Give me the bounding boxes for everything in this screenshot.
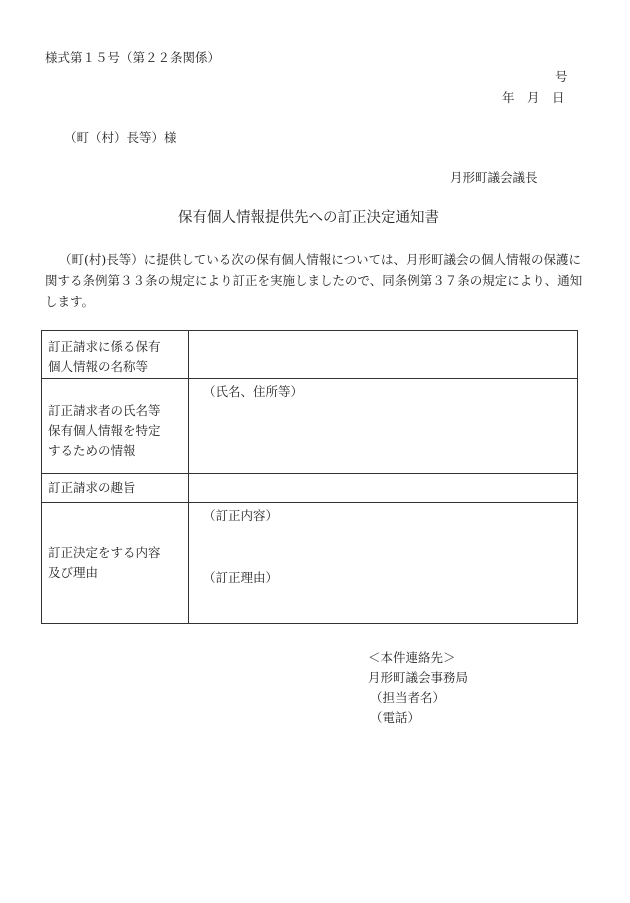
- requester-note: （氏名、住所等）: [203, 384, 304, 399]
- addressee: （町（村）長等）様: [64, 130, 177, 145]
- label-line: 訂正請求に係る保有: [48, 339, 161, 354]
- decision-reason-note: （訂正理由）: [203, 570, 279, 585]
- label-line: 訂正請求者の氏名等: [48, 403, 161, 418]
- label-line: 及び理由: [48, 565, 99, 580]
- table-row: [42, 331, 578, 379]
- decision-content-note: （訂正内容）: [203, 508, 279, 523]
- table-row: [42, 379, 578, 474]
- label-line: 保有個人情報を特定: [48, 423, 161, 438]
- contact-block: [368, 648, 468, 728]
- document-number-label: 号: [555, 69, 568, 84]
- row-label-requester: [42, 379, 189, 474]
- contact-person: （担当者名）: [370, 690, 446, 705]
- sender: 月形町議会議長: [450, 170, 538, 185]
- value-record-name: [189, 331, 578, 379]
- contact-header: ＜本件連絡先＞: [368, 650, 456, 665]
- contact-phone: （電話）: [370, 710, 421, 725]
- label-line: 個人情報の名称等: [48, 359, 149, 374]
- information-table: [41, 330, 578, 624]
- table-row: [42, 503, 578, 624]
- value-purpose: [189, 474, 578, 503]
- contact-office: 月形町議会事務局: [368, 670, 469, 685]
- body-text: （町(村)長等）に提供している次の保有個人情報については、月形町議会の個人情報の保護に関する条例第３３条の規定により訂正を実施しましたので、同条例第３７条の規定により、通知します。: [45, 252, 583, 309]
- form-number: 様式第１５号（第２２条関係）: [45, 50, 221, 65]
- table-row: [42, 474, 578, 503]
- document-title: 保有個人情報提供先への訂正決定通知書: [178, 210, 439, 226]
- label-line: するための情報: [48, 443, 136, 458]
- value-decision: [189, 503, 578, 624]
- value-requester: [189, 379, 578, 474]
- label-line: 訂正決定をする内容: [48, 545, 161, 560]
- row-label-decision: [42, 503, 189, 624]
- row-label-purpose: 訂正請求の趣旨: [42, 474, 189, 503]
- date-label: 年 月 日: [502, 90, 565, 105]
- row-label-record-name: [42, 331, 189, 379]
